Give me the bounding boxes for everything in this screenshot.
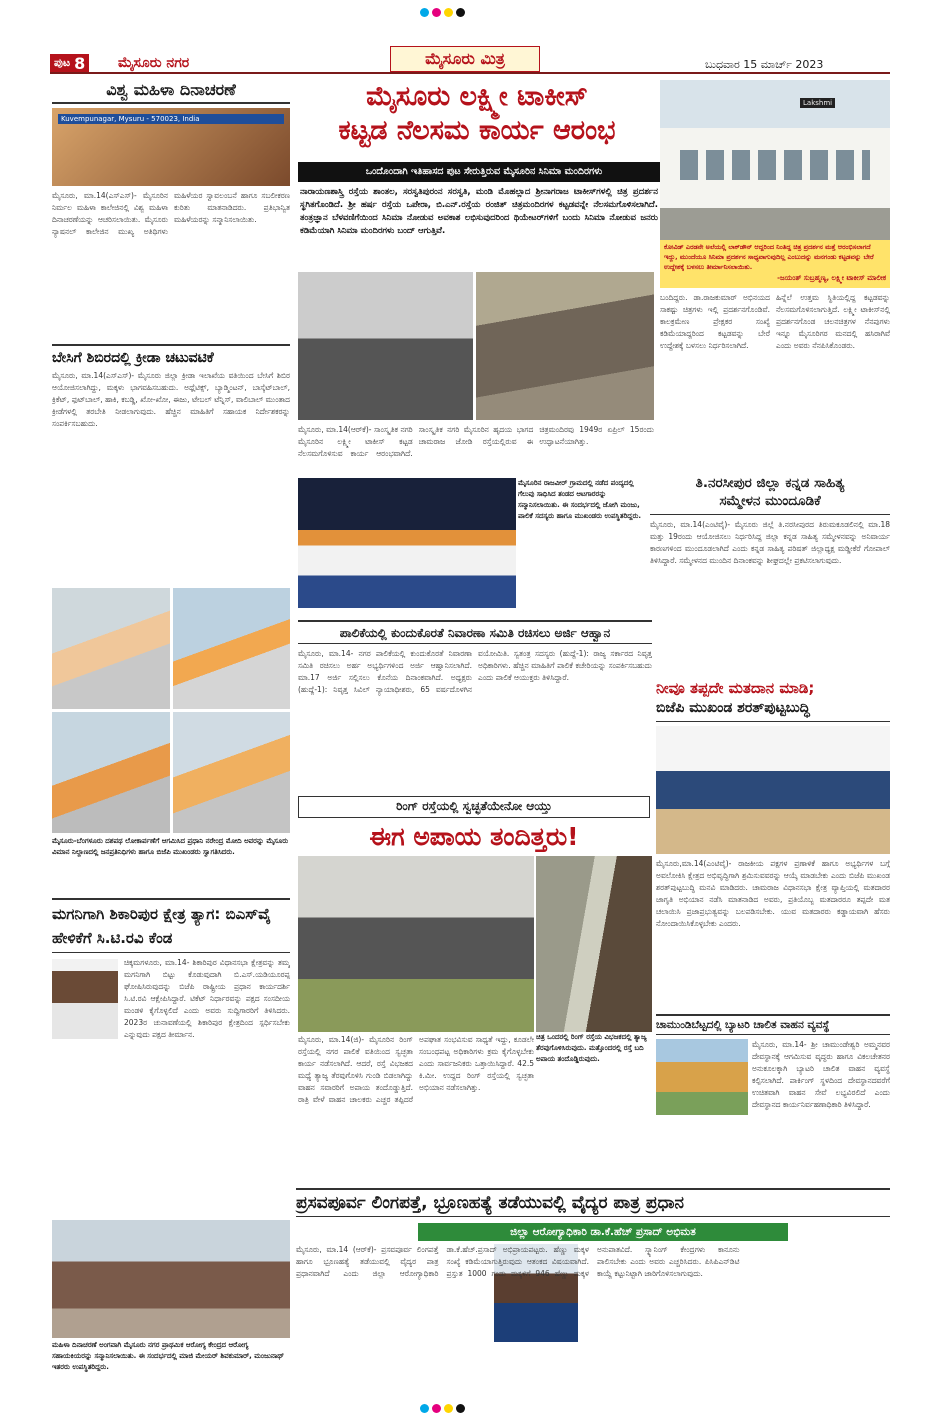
headline: ವಿಶ್ವ ಮಹಿಳಾ ದಿನಾಚರಣೆ <box>52 78 290 104</box>
headline: ಪ್ರಸವಪೂರ್ವ ಲಿಂಗಪತ್ತೆ, ಭ್ರೂಣಹತ್ಯೆ ತಡೆಯುವಲ್ಲಿ ವೈದ್ಯರ ಪಾತ್ರ ಪ್ರಧಾನ <box>296 1188 890 1217</box>
photo-caption-felicitation: ಮೈಸೂರಿನ ರಾಜವೀರ್ ಗ್ರಾಮದಲ್ಲಿ ನಡೆದ ಪಂದ್ಯದಲ್ಲಿ ಗೆಲುವು ಸಾಧಿಸಿದ ತಂಡದ ಆಟಗಾರರನ್ನು ಸನ್ಮಾನಿಸಲಾಯಿತು. ಈ ಸಂದರ್ಭದಲ್ಲಿ ಜೋಗಿ ಮಂಜು, ಪಾಲಿಕೆ ಸದಸ್ಯರು ಹಾಗೂ ಮುಖಂಡರು ಉಪಸ್ಥಿತರಿದ್ದರು. <box>518 478 642 608</box>
color-registration-bottom <box>420 1404 465 1413</box>
article-voting <box>656 678 890 1010</box>
lead-headline-box <box>298 80 656 150</box>
headline: ಮಗನಿಗಾಗಿ ಶಿಕಾರಿಪುರ ಕ್ಷೇತ್ರ ತ್ಯಾಗ: ಬಿಎಸ್‌ವೈ ಹೇಳಿಕೆಗೆ ಸಿ.ಟಿ.ರವಿ ಕೆಂಡ <box>52 900 290 953</box>
photo-ring-road-1 <box>298 856 534 1032</box>
lead-quote-byline: -ಜಯಂತ್ ಸುಬ್ರಹ್ಮಣ್ಯ, ಲಕ್ಷ್ಮೀ ಟಾಕೀಸ್ ಮಾಲೀಕ <box>777 274 886 282</box>
ring-road-body: ಮೈಸೂರು, ಮಾ.14(ಜಿ)- ಮೈಸೂರಿನ ರಿಂಗ್ ರಸ್ತೆಯಲ್ಲಿ ನಗರ ಪಾಲಿಕೆ ವತಿಯಿಂದ ಸ್ವಚ್ಛತಾ ಕಾರ್ಯ ನಡೆಸಲಾಗಿದೆ. ಆದರೆ, ರಸ್ತೆ ವಿಭಜಕದ ಮಧ್ಯೆ ತ್ಯಾಜ್ಯ ತೆರವುಗೊಳಿಸಿ ಗುಂಡಿ ಬಿಡಲಾಗಿದ್ದು ವಾಹನ ಸವಾರರಿಗೆ ಅಪಾಯ ತಂದೊಡ್ಡುತ್ತಿದೆ. ರಾತ್ರಿ ವೇಳೆ ವಾಹನ ಚಾಲಕರು ಎಚ್ಚರ ತಪ್ಪಿದರೆ ಅಪಘಾತ ಸಂಭವಿಸುವ ಸಾಧ್ಯತೆ ಇದ್ದು, ಕೂಡಲೇ ಸಂಬಂಧಪಟ್ಟ ಅಧಿಕಾರಿಗಳು ಕ್ರಮ ಕೈಗೊಳ್ಳಬೇಕು ಎಂದು ಸಾರ್ವಜನಿಕರು ಒತ್ತಾಯಿಸಿದ್ದಾರೆ. 42.5 ಕಿ.ಮೀ. ಉದ್ದದ ರಿಂಗ್ ರಸ್ತೆಯಲ್ಲಿ ಸ್ವಚ್ಛತಾ ಅಭಿಯಾನ ನಡೆಸಲಾಗಿತ್ತು. <box>298 1035 534 1104</box>
article-body: ಮೈಸೂರು, ಮಾ.14(ಎಸ್‌ಎಸ್‌)- ಮೈಸೂರು ಜಿಲ್ಲಾ ಕ್ರೀಡಾ ಇಲಾಖೆಯ ವತಿಯಿಂದ ಬೇಸಿಗೆ ಶಿಬಿರ ಆಯೋಜಿಸಲಾಗಿದ್ದು, ಮಕ್ಕಳು ಭಾಗವಹಿಸಬಹುದು. ಅಥ್ಲೆಟಿಕ್ಸ್, ಬ್ಯಾಡ್ಮಿಂಟನ್, ಬಾಸ್ಕೆಟ್‌ಬಾಲ್, ಕ್ರಿಕೆಟ್, ಫುಟ್‌ಬಾಲ್, ಹಾಕಿ, ಕಬಡ್ಡಿ, ಖೋ-ಖೋ, ಈಜು, ಟೇಬಲ್ ಟೆನ್ನಿಸ್, ವಾಲಿಬಾಲ್ ಮುಂತಾದ ಕ್ರೀಡೆಗಳಲ್ಲಿ ತರಬೇತಿ ನೀಡಲಾಗುವುದು. ಹೆಚ್ಚಿನ ಮಾಹಿತಿಗೆ ಸಹಾಯಕ ನಿರ್ದೇಶಕರನ್ನು ಸಂಪರ್ಕಿಸಬಹುದು. <box>52 371 290 428</box>
photo-voting-awareness <box>656 726 890 854</box>
photo-airport-4 <box>173 712 291 833</box>
article-summer-camp <box>52 344 290 582</box>
headline-2: ಸಮ್ಮೇಳನ ಮುಂದೂಡಿಕೆ <box>650 492 890 515</box>
article-palike <box>298 620 652 790</box>
lead-title-2: ಕಟ್ಟಡ ನೆಲಸಮ ಕಾರ್ಯ ಆರಂಭ <box>338 115 616 146</box>
lead-intro: ನಾರಾಯಣಶಾಸ್ತ್ರಿ ರಸ್ತೆಯ ಶಾಂತಲ, ಸರಸ್ವತಿಪುರಂನ ಸರಸ್ವತಿ, ಮಂಡಿ ಮೊಹಲ್ಲಾದ ಶ್ರೀನಾಗರಾಜ ಟಾಕೀಸ್‌ಗಳಲ್ಲಿ ಚಿತ್ರ ಪ್ರದರ್ಶನ ಸ್ಥಗಿತಗೊಂಡಿದೆ. ಶ್ರೀ ಹರ್ಷ ರಸ್ತೆಯ ಒಪೇರಾ, ಬಿ.ಎನ್.ರಸ್ತೆಯ ರಂಜಿತ್ ಚಿತ್ರಮಂದಿರಗಳ ಕಟ್ಟಡವನ್ನೇ ನೆಲಸಮಗೊಳಿಸಲಾಗಿದೆ. ತಂತ್ರಜ್ಞಾನ ಬೆಳವಣಿಗೆಯಿಂದ ಸಿನಿಮಾ ನೋಡುವ ಅವಕಾಶ ಲಭಿಸುವುದರಿಂದ ಥಿಯೇಟರ್‌ಗಳಿಗೆ ಬಂದು ಸಿನಿಮಾ ನೋಡುವ ಜನರು ಕಡಿಮೆಯಾಗಿ ಸಿನಿಮಾ ಮಂದಿರಗಳು ಬಂದ್ ಆಗುತ್ತಿವೆ. <box>300 187 658 236</box>
photo-caption-ring-road: ಚಿತ್ರ ಒಂದರಲ್ಲಿ ರಿಂಗ್ ರಸ್ತೆಯ ವಿಭಜಕದಲ್ಲಿ ತ್ಯಾಜ್ಯ ತೆರವುಗೊಳಿಸಿರುವುದು. ಮತ್ತೊಂದರಲ್ಲಿ ರಸ್ತೆ ಬದಿ ಅಪಾಯ ತಂದೊಡ್ಡಿರುವುದು. <box>536 1032 652 1080</box>
article-sahitya-sammelana <box>650 474 890 674</box>
article-chamundi-vehicle <box>656 1014 890 1184</box>
photo-airport-2 <box>173 588 291 709</box>
article-womens-day <box>52 78 290 340</box>
ring-road-headline: ಈಗ ಅಪಾಯ ತಂದಿತ್ತರು! <box>369 822 579 851</box>
photo-airport-3 <box>52 712 170 833</box>
headline-1: ನೀವೂ ತಪ್ಪದೇ ಮತದಾನ ಮಾಡಿ; <box>656 679 815 697</box>
photo-chamundi-temple <box>656 1039 748 1115</box>
page-number-badge: ಪುಟ 8 <box>50 54 89 72</box>
building-sign: Lakshmi <box>800 98 835 108</box>
photo-demolition-2 <box>476 272 654 420</box>
article-body: ಮೈಸೂರು, ಮಾ.14(ಎಸ್‌ಎಸ್‌)- ಮೈಸೂರಿನ ನಿರ್ಮಲ ಮಹಿಳಾ ಕಾಲೇಜಿನಲ್ಲಿ ವಿಶ್ವ ಮಹಿಳಾ ದಿನಾಚರಣೆಯನ್ನು ಆಚರಿಸಲಾಯಿತು. ಮೈಸೂರು ನ್ಯಾಷನಲ್ ಕಾಲೇಜಿನ ಮುಖ್ಯ ಅತಿಥಿಗಳು ಮಹಿಳೆಯರ ಸ್ವಾವಲಂಬನೆ ಹಾಗೂ ಸಬಲೀಕರಣ ಕುರಿತು ಮಾತನಾಡಿದರು. ಪ್ರತಿಭಾನ್ವಿತ ಮಹಿಳೆಯರನ್ನು ಸನ್ಮಾನಿಸಲಾಯಿತು. <box>52 191 290 236</box>
lead-pic-caption-box <box>660 240 890 288</box>
lead-strap: ಒಂದೊಂದಾಗಿ ಇತಿಹಾಸದ ಪುಟ ಸೇರುತ್ತಿರುವ ಮೈಸೂರಿನ ಸಿನಿಮಾ ಮಂದಿರಗಳು <box>298 162 670 182</box>
lead-title-1: ಮೈಸೂರು ಲಕ್ಷ್ಮೀ ಟಾಕೀಸ್ <box>366 81 588 112</box>
photo-health-workers <box>52 1220 290 1338</box>
lead-body-2: ಬಂದಿದ್ದರು. ಡಾ.ರಾಜಕುಮಾರ್ ಅಭಿನಯದ ಸಾಕಷ್ಟು ಚಿತ್ರಗಳು ಇಲ್ಲಿ ಪ್ರದರ್ಶನಗೊಂಡಿವೆ. ಕಾಲಕ್ರಮೇಣ ಪ್ರೇಕ್ಷಕರ ಸಂಖ್ಯೆ ಕಡಿಮೆಯಾದ್ದರಿಂದ ಕಟ್ಟಡವನ್ನು ಬೇರೆ ಉದ್ದೇಶಕ್ಕೆ ಬಳಸಲು ನಿರ್ಧರಿಸಲಾಗಿದೆ. <box>660 293 770 350</box>
photo-ct-ravi <box>52 959 118 1039</box>
photo-lakshmi-talkies-building <box>660 80 890 240</box>
photo-airport-1 <box>52 588 170 709</box>
article-body: ಮೈಸೂರು, ಮಾ.14- ನಗರ ಪಾಲಿಕೆಯಲ್ಲಿ ಕುಂದುಕೊರತೆ ನಿವಾರಣಾ ಸಮಿತಿ ರಚಿಸಲು ಅರ್ಹ ಅಭ್ಯರ್ಥಿಗಳಿಂದ ಅರ್ಜಿ ಆಹ್ವಾನಿಸಲಾಗಿದೆ. ಮಾ.17 ಅರ್ಜಿ ಸಲ್ಲಿಸಲು ಕೊನೆಯ ದಿನಾಂಕವಾಗಿದೆ. ಅಧ್ಯಕ್ಷರು (ಹುದ್ದೆ-1): ನಿವೃತ್ತ ಸಿವಿಲ್ ನ್ಯಾಯಾಧೀಶರು, 65 ವರ್ಷದೊಳಗಿನ ವಯೋಮಿತಿ. ಸ್ವತಂತ್ರ ಸದಸ್ಯರು (ಹುದ್ದೆ-1): ರಾಜ್ಯ ಸರ್ಕಾರದ ನಿವೃತ್ತ ಅಧಿಕಾರಿಗಳು. ಹೆಚ್ಚಿನ ಮಾಹಿತಿಗೆ ಪಾಲಿಕೆ ಕಚೇರಿಯನ್ನು ಸಂಪರ್ಕಿಸಬಹುದು ಎಂದು ಪಾಲಿಕೆ ಆಯುಕ್ತರು ತಿಳಿಸಿದ್ದಾರೆ. <box>298 649 652 694</box>
headline: ಬೇಸಿಗೆ ಶಿಬಿರದಲ್ಲಿ ಕ್ರೀಡಾ ಚಟುವಟಿಕೆ <box>52 350 214 366</box>
article-body: ಮೈಸೂರು, ಮಾ.14 (ಆರ್‌ಕೆ)- ಪ್ರಸವಪೂರ್ವ ಲಿಂಗಪತ್ತೆ ಹಾಗೂ ಭ್ರೂಣಹತ್ಯೆ ತಡೆಯುವಲ್ಲಿ ವೈದ್ಯರ ಪಾತ್ರ ಪ್ರಧಾನವಾಗಿದೆ ಎಂದು ಜಿಲ್ಲಾ ಆರೋಗ್ಯಾಧಿಕಾರಿ ಡಾ.ಕೆ.ಹೆಚ್.ಪ್ರಸಾದ್ ಅಭಿಪ್ರಾಯಪಟ್ಟರು. ಹೆಣ್ಣು ಮಕ್ಕಳ ಸಂಖ್ಯೆ ಕಡಿಮೆಯಾಗುತ್ತಿರುವುದು ಆತಂಕದ ವಿಷಯವಾಗಿದೆ. ಪ್ರಸ್ತುತ 1000 ಗಂಡು ಮಕ್ಕಳಿಗೆ 946 ಹೆಣ್ಣು ಮಕ್ಕಳ ಅನುಪಾತವಿದೆ. ಸ್ಕ್ಯಾನಿಂಗ್ ಕೇಂದ್ರಗಳು ಕಾನೂನು ಪಾಲಿಸಬೇಕು ಎಂದು ಅವರು ಎಚ್ಚರಿಸಿದರು. ಪಿಸಿಪಿಎನ್‌ಡಿಟಿ ಕಾಯ್ದೆ ಕಟ್ಟುನಿಟ್ಟಾಗಿ ಜಾರಿಗೊಳಿಸಲಾಗುವುದು. <box>296 1245 740 1278</box>
article-shikaripura <box>52 898 290 1216</box>
color-registration-top <box>420 8 465 17</box>
section-title: ಮೈಸೂರು ನಗರ <box>118 55 190 71</box>
article-body: ಮೈಸೂರು, ಮಾ.14(ಎಂಟಿವೈ)- ಮೈಸೂರು ಜಿಲ್ಲೆ ತಿ.ನರಸೀಪುರದ ತಿರುಮಕೂಡಲಿನಲ್ಲಿ ಮಾ.18 ಮತ್ತು 19ರಂದು ಆಯೋಜಿಸಲು ನಿರ್ಧರಿಸಿದ್ದ ಜಿಲ್ಲಾ ಕನ್ನಡ ಸಾಹಿತ್ಯ ಸಮ್ಮೇಳನವನ್ನು ಅನಿವಾರ್ಯ ಕಾರಣಗಳಿಂದ ಮುಂದೂಡಲಾಗಿದೆ ಎಂದು ಕನ್ನಡ ಸಾಹಿತ್ಯ ಪರಿಷತ್ ಜಿಲ್ಲಾಧ್ಯಕ್ಷ ಮಡ್ಡೀಕೆರೆ ಗೋಪಾಲ್ ತಿಳಿಸಿದ್ದಾರೆ. ಸಮ್ಮೇಳನದ ಮುಂದಿನ ದಿನಾಂಕವನ್ನು ಶೀಘ್ರದಲ್ಲೇ ಪ್ರಕಟಿಸಲಾಗುವುದು. <box>650 520 890 565</box>
photo-caption-health: ಮಹಿಳಾ ದಿನಾಚರಣೆ ಅಂಗವಾಗಿ ಮೈಸೂರು ನಗರ ಪ್ರಾಥಮಿಕ ಆರೋಗ್ಯ ಕೇಂದ್ರದ ಆರೋಗ್ಯ ಸಹಾಯಕಿಯರನ್ನು ಸನ್ಮಾನಿಸಲಾಯಿತು. ಈ ಸಂದರ್ಭದಲ್ಲಿ ಮಾಜಿ ಮೇಯರ್ ಶಿವಕುಮಾರ್, ಮಂಜುನಾಥ್ ಇತರರು ಉಪಸ್ಥಿತರಿದ್ದರು. <box>52 1340 290 1388</box>
article-body: ಚಿಕ್ಕಮಗಳೂರು, ಮಾ.14- ಶಿಕಾರಿಪುರ ವಿಧಾನಸಭಾ ಕ್ಷೇತ್ರವನ್ನು ತಮ್ಮ ಮಗನಿಗಾಗಿ ಬಿಟ್ಟು ಕೊಡುವುದಾಗಿ ಬಿ.ಎಸ್.ಯಡಿಯೂರಪ್ಪ ಘೋಷಿಸಿರುವುದನ್ನು ಬಿಜೆಪಿ ರಾಷ್ಟ್ರೀಯ ಪ್ರಧಾನ ಕಾರ್ಯದರ್ಶಿ ಸಿ.ಟಿ.ರವಿ ಆಕ್ಷೇಪಿಸಿದ್ದಾರೆ. ಟಿಕೆಟ್ ನಿರ್ಧಾರವನ್ನು ಪಕ್ಷದ ಸಂಸದೀಯ ಮಂಡಳಿ ಕೈಗೊಳ್ಳಲಿದೆ ಎಂದು ಅವರು ಸುದ್ದಿಗಾರರಿಗೆ ತಿಳಿಸಿದರು. 2023ರ ಚುನಾವಣೆಯಲ್ಲಿ ಶಿಕಾರಿಪುರ ಕ್ಷೇತ್ರದಿಂದ ಸ್ಪರ್ಧಿಸಬೇಕು ಎನ್ನುವುದು ಪಕ್ಷದ ತೀರ್ಮಾನ. <box>124 958 290 1039</box>
ring-road-strap: ರಿಂಗ್ ರಸ್ತೆಯಲ್ಲಿ ಸ್ವಚ್ಛತೆಯೇನೋ ಆಯ್ತು <box>298 796 650 818</box>
photo-sports-felicitation <box>298 478 516 608</box>
strap: ಜಿಲ್ಲಾ ಆರೋಗ್ಯಾಧಿಕಾರಿ ಡಾ.ಕೆ.ಹೆಚ್ ಪ್ರಸಾದ್ ಅಭಿಮತ <box>418 1223 788 1241</box>
lead-pic-caption: ಕೋವಿಡ್ ಎರಡನೇ ಅಲೆಯಲ್ಲಿ ಲಾಕ್‌ಡೌನ್ ಆದ್ದರಿಂದ ನಿಂತಿದ್ದ ಚಿತ್ರ ಪ್ರದರ್ಶನ ಮತ್ತೆ ಆರಂಭಿಸಲಾಗದೆ ಇದ್ದು, ಮುಂದೆಯೂ ಸಿನಿಮಾ ಪ್ರದರ್ಶನ ಸಾಧ್ಯವಾಗುವುದಿಲ್ಲ ಎಂಬುದನ್ನು ಮನಗಂಡು ಕಟ್ಟಡವನ್ನು ಬೇರೆ ಉದ್ದೇಶಕ್ಕೆ ಬಳಸಲು ತೀರ್ಮಾನಿಸಲಾಯಿತು. <box>664 243 874 271</box>
article-body: ಮೈಸೂರು,ಮಾ.14(ಎಂಟಿವೈ)- ರಾಜಕೀಯ ಪಕ್ಷಗಳ ಪ್ರಣಾಳಿಕೆ ಹಾಗೂ ಅಭ್ಯರ್ಥಿಗಳ ಬಗ್ಗೆ ಅವಲೋಕಿಸಿ ಕ್ಷೇತ್ರದ ಅಭಿವೃದ್ಧಿಗಾಗಿ ಶ್ರಮಿಸುವವರನ್ನು ಆಯ್ಕೆ ಮಾಡಬೇಕು ಎಂದು ಬಿಜೆಪಿ ಮುಖಂಡ ಶರತ್‌ಪುಟ್ಟಬುದ್ಧಿ ಮನವಿ ಮಾಡಿದರು. ಚಾಮರಾಜ ವಿಧಾನಸಭಾ ಕ್ಷೇತ್ರ ವ್ಯಾಪ್ತಿಯಲ್ಲಿ ಮತದಾರರ ಜಾಗೃತಿ ಅಭಿಯಾನ ನಡೆಸಿ ಮಾತನಾಡಿದ ಅವರು, ಪ್ರತಿಯೊಬ್ಬ ಮತದಾರರೂ ತಪ್ಪದೇ ಮತ ಚಲಾಯಿಸಿ ಪ್ರಜಾಪ್ರಭುತ್ವವನ್ನು ಬಲಪಡಿಸಬೇಕು. ಯುವ ಮತದಾರರು ಕಡ್ಡಾಯವಾಗಿ ಹೆಸರು ನೋಂದಾಯಿಸಿಕೊಳ್ಳಬೇಕು ಎಂದರು. <box>656 859 890 928</box>
photo-grid-modi <box>52 588 290 833</box>
lead-body-1: ಮೈಸೂರು, ಮಾ.14(ಆರ್‌ಕೆ)- ಸಾಂಸ್ಕೃತಿಕ ನಗರಿ ಮೈಸೂರಿನ ಲಕ್ಷ್ಮೀ ಟಾಕೀಸ್ ಕಟ್ಟಡ ನೆಲಸಮಗೊಳಿಸುವ ಕಾರ್ಯ ಆರಂಭವಾಗಿದೆ. ಸಾಂಸ್ಕೃತಿಕ ನಗರಿ ಮೈಸೂರಿನ ಹೃದಯ ಭಾಗದ ಚಾಮರಾಜ ಜೋಡಿ ರಸ್ತೆಯಲ್ಲಿರುವ ಈ ಚಿತ್ರಮಂದಿರವು 1949ರ ಏಪ್ರಿಲ್ 15ರಂದು ಉದ್ಘಾಟನೆಯಾಗಿತ್ತು. <box>298 425 654 458</box>
headline-1: ತಿ.ನರಸೀಪುರ ಜಿಲ್ಲಾ ಕನ್ನಡ ಸಾಹಿತ್ಯ <box>695 475 845 491</box>
building-window-row <box>680 150 870 180</box>
photo-demolition-1 <box>298 272 473 420</box>
headline: ಪಾಲಿಕೆಯಲ್ಲಿ ಕುಂದುಕೊರತೆ ನಿವಾರಣಾ ಸಮಿತಿ ರಚಿಸಲು ಅರ್ಜಿ ಆಹ್ವಾನ <box>298 620 652 644</box>
issue-date: ಬುಧವಾರ 15 ಮಾರ್ಚ್ 2023 <box>705 58 824 71</box>
photo-ring-road-2 <box>536 856 652 1032</box>
photo-banner-text: Kuvempunagar, Mysuru - 570023, India <box>58 114 284 124</box>
headline: ಚಾಮುಂಡಿಬೆಟ್ಟದಲ್ಲಿ ಬ್ಯಾಟರಿ ಚಾಲಿತ ವಾಹನ ವ್ಯವಸ್ಥೆ <box>656 1014 890 1035</box>
article-body: ಮೈಸೂರು, ಮಾ.14- ಶ್ರೀ ಚಾಮುಂಡೇಶ್ವರಿ ಅಮ್ಮನವರ ದೇವಸ್ಥಾನಕ್ಕೆ ಆಗಮಿಸುವ ವೃದ್ಧರು ಹಾಗೂ ವಿಕಲಚೇತನರ ಅನುಕೂಲಕ್ಕಾಗಿ ಬ್ಯಾಟರಿ ಚಾಲಿತ ವಾಹನ ವ್ಯವಸ್ಥೆ ಕಲ್ಪಿಸಲಾಗಿದೆ. ಪಾರ್ಕಿಂಗ್ ಸ್ಥಳದಿಂದ ದೇವಸ್ಥಾನದವರೆಗೆ ಉಚಿತವಾಗಿ ವಾಹನ ಸೇವೆ ಲಭ್ಯವಿರಲಿದೆ ಎಂದು ದೇವಸ್ಥಾನದ ಕಾರ್ಯನಿರ್ವಹಣಾಧಿಕಾರಿ ತಿಳಿಸಿದ್ದಾರೆ. <box>752 1040 890 1109</box>
article-prenatal <box>296 1188 890 1388</box>
lead-body-3: ಹಿನ್ನೆಲೆ ಉತ್ತಮ ಸ್ಥಿತಿಯಲ್ಲಿದ್ದ ಕಟ್ಟಡವನ್ನು ನೆಲಸಮಗೊಳಿಸಲಾಗುತ್ತಿದೆ. ಲಕ್ಷ್ಮೀ ಟಾಕೀಸ್‌ನಲ್ಲಿ ಪ್ರದರ್ಶನಗೊಂಡ ಚಲನಚಿತ್ರಗಳ ನೆನಪುಗಳು ಇನ್ನೂ ಮೈಸೂರಿಗರ ಮನದಲ್ಲಿ ಹಸಿರಾಗಿವೆ ಎಂದು ಅವರು ನೆನಪಿಸಿಕೊಂಡರು. <box>776 293 890 350</box>
masthead-logo: ಮೈಸೂರು ಮಿತ್ರ <box>390 46 540 72</box>
photo-caption-modi: ಮೈಸೂರು-ಬೆಂಗಳೂರು ದಶಪಥ ಲೋಕಾರ್ಪಣೆಗೆ ಆಗಮಿಸಿದ ಪ್ರಧಾನಿ ನರೇಂದ್ರ ಮೋದಿ ಅವರನ್ನು ಮೈಸೂರು ವಿಮಾನ ನಿಲ್ದಾಣದಲ್ಲಿ ಜನಪ್ರತಿನಿಧಿಗಳು ಹಾಗೂ ಬಿಜೆಪಿ ಮುಖಂಡರು ಸ್ವಾಗತಿಸಿದರು. <box>52 836 290 894</box>
photo-womens-day <box>52 108 290 186</box>
headline-2: ಬಿಜೆಪಿ ಮುಖಂಡ ಶರತ್‌ಪುಟ್ಟಬುದ್ಧಿ <box>656 698 890 722</box>
